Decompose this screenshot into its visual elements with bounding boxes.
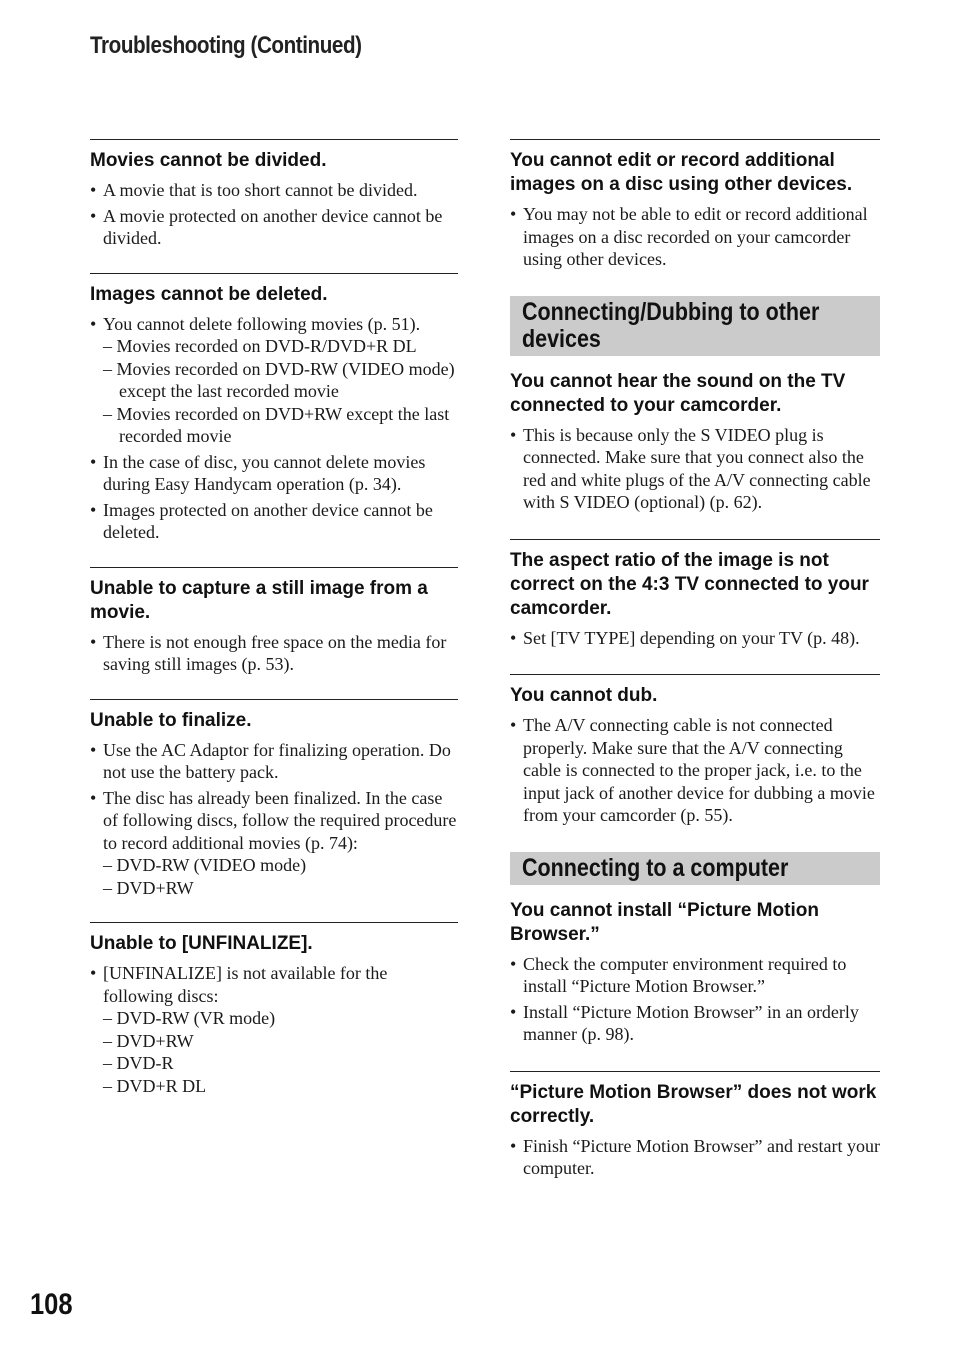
troubleshooting-entry — [510, 139, 880, 271]
left-column — [90, 139, 458, 1100]
entry-heading: You cannot install “Picture Motion Browser.” — [510, 899, 819, 945]
sub-item-text: – DVD+R DL — [103, 1075, 207, 1096]
bullet-text: • A movie that is too short cannot be divided. — [103, 180, 418, 200]
bullet-item — [90, 499, 458, 544]
troubleshooting-entry — [510, 539, 880, 650]
bullet-text: • A movie protected on another device cannot be divided. — [103, 205, 443, 248]
bullet-text: • The disc has already been finalized. In the case of following discs, follow the required procedure to record additional movies (p. 74): — [103, 787, 457, 853]
entry-bullet-list — [90, 962, 458, 1097]
bullet-text: • The A/V connecting cable is not connected properly. Make sure that the A/V connecting cable is connected to the proper jack, i.e. to the input jack of another device for dubbing a movie from your camcorder (p. 55). — [523, 715, 875, 825]
bullet-text: • Install “Picture Motion Browser” in an orderly manner (p. 98). — [523, 1001, 859, 1044]
entry-bullet-list — [90, 739, 458, 900]
bullet-item — [510, 203, 880, 271]
entry-heading: You cannot hear the sound on the TV connected to your camcorder. — [510, 370, 846, 416]
troubleshooting-entry — [510, 1071, 880, 1180]
entry-bullet-list — [90, 631, 458, 676]
entry-bullet-list — [510, 424, 880, 514]
page-number: 108 — [30, 1288, 73, 1321]
entry-bullet-list — [90, 313, 458, 544]
bullet-item — [90, 205, 458, 250]
entry-heading: Unable to finalize. — [90, 709, 252, 731]
bullet-text: • Use the AC Adaptor for finalizing operation. Do not use the battery pack. — [103, 739, 451, 782]
entry-heading: Unable to capture a still image from a movie. — [90, 577, 428, 623]
troubleshooting-entry — [90, 273, 458, 544]
sub-item-text: – DVD+RW — [103, 877, 194, 898]
sub-item-text: – Movies recorded on DVD+RW except the last recorded movie — [103, 403, 450, 446]
bullet-text: • You cannot delete following movies (p. 51). — [103, 313, 421, 334]
bullet-text: • In the case of disc, you cannot delete movies during Easy Handycam operation (p. 34). — [103, 451, 426, 494]
bullet-text: • There is not enough free space on the media for saving still images (p. 53). — [103, 631, 447, 674]
bullet-text: • Set [TV TYPE] depending on your TV (p. 48). — [523, 627, 860, 648]
troubleshooting-entry — [90, 567, 458, 676]
bullet-item — [510, 953, 880, 998]
sub-item-text: – DVD-RW (VR mode) — [103, 1008, 276, 1028]
entry-bullet-list — [510, 1135, 880, 1180]
entry-bullet-list — [90, 179, 458, 250]
bullet-item — [510, 1001, 880, 1046]
sub-item-text: – Movies recorded on DVD-R/DVD+R DL — [103, 336, 417, 356]
right-column — [510, 139, 880, 1183]
bullet-item — [510, 1135, 880, 1180]
sub-item-text: – DVD-R — [103, 1053, 174, 1073]
bullet-item — [90, 631, 458, 676]
bullet-text: • This is because only the S VIDEO plug is connected. Make sure that you connect also the red and white plugs of the A/V connecting cable with S VIDEO (optional) (p. 62). — [523, 424, 871, 512]
bullet-item — [90, 451, 458, 496]
section-heading-computer: Connecting to a computer — [510, 852, 880, 885]
bullet-item — [510, 627, 880, 650]
bullet-item — [90, 179, 458, 202]
entry-bullet-list — [510, 714, 880, 827]
bullet-text: • [UNFINALIZE] is not available for the following discs: — [103, 963, 388, 1006]
bullet-item — [90, 787, 458, 900]
sub-item-text: – Movies recorded on DVD-RW (VIDEO mode) except the last recorded movie — [103, 358, 455, 401]
troubleshooting-entry — [90, 139, 458, 250]
entry-heading: You cannot edit or record additional images on a disc using other devices. — [510, 150, 853, 195]
bullet-text: • You may not be able to edit or record additional images on a disc recorded on your camcorder using other devices. — [523, 204, 868, 269]
bullet-item — [90, 739, 458, 784]
troubleshooting-entry — [90, 699, 458, 900]
troubleshooting-entry — [510, 674, 880, 827]
entry-heading: “Picture Motion Browser” does not work correctly. — [510, 1081, 877, 1127]
troubleshooting-entry — [510, 370, 880, 514]
running-head: Troubleshooting (Continued) — [90, 32, 362, 59]
section-dubbing-entries — [510, 370, 880, 827]
sub-item-text: – DVD-RW (VIDEO mode) — [103, 855, 307, 875]
bullet-item — [90, 962, 458, 1097]
entry-heading: The aspect ratio of the image is not correct on the 4:3 TV connected to your camcorder. — [510, 549, 869, 619]
troubleshooting-entry — [510, 899, 880, 1046]
bullet-item — [90, 313, 458, 448]
bullet-text: • Finish “Picture Motion Browser” and restart your computer. — [523, 1135, 880, 1178]
bullet-item — [510, 424, 880, 514]
entry-bullet-list — [510, 627, 880, 650]
section-computer-entries — [510, 899, 880, 1180]
entry-bullet-list — [510, 953, 880, 1046]
bullet-text: • Check the computer environment required to install “Picture Motion Browser.” — [523, 953, 847, 996]
entry-heading: Images cannot be deleted. — [90, 283, 328, 305]
entry-bullet-list — [510, 203, 880, 271]
bullet-text: • Images protected on another device cannot be deleted. — [103, 499, 433, 542]
entry-heading: You cannot dub. — [510, 685, 658, 706]
sub-item-text: – DVD+RW — [103, 1030, 194, 1051]
right-top-entries — [510, 139, 880, 271]
bullet-item — [510, 714, 880, 827]
entry-heading: Movies cannot be divided. — [90, 150, 327, 171]
troubleshooting-entry — [90, 922, 458, 1097]
section-heading-dubbing: Connecting/Dubbing to other devices — [510, 296, 880, 356]
entry-heading: Unable to [UNFINALIZE]. — [90, 933, 313, 954]
